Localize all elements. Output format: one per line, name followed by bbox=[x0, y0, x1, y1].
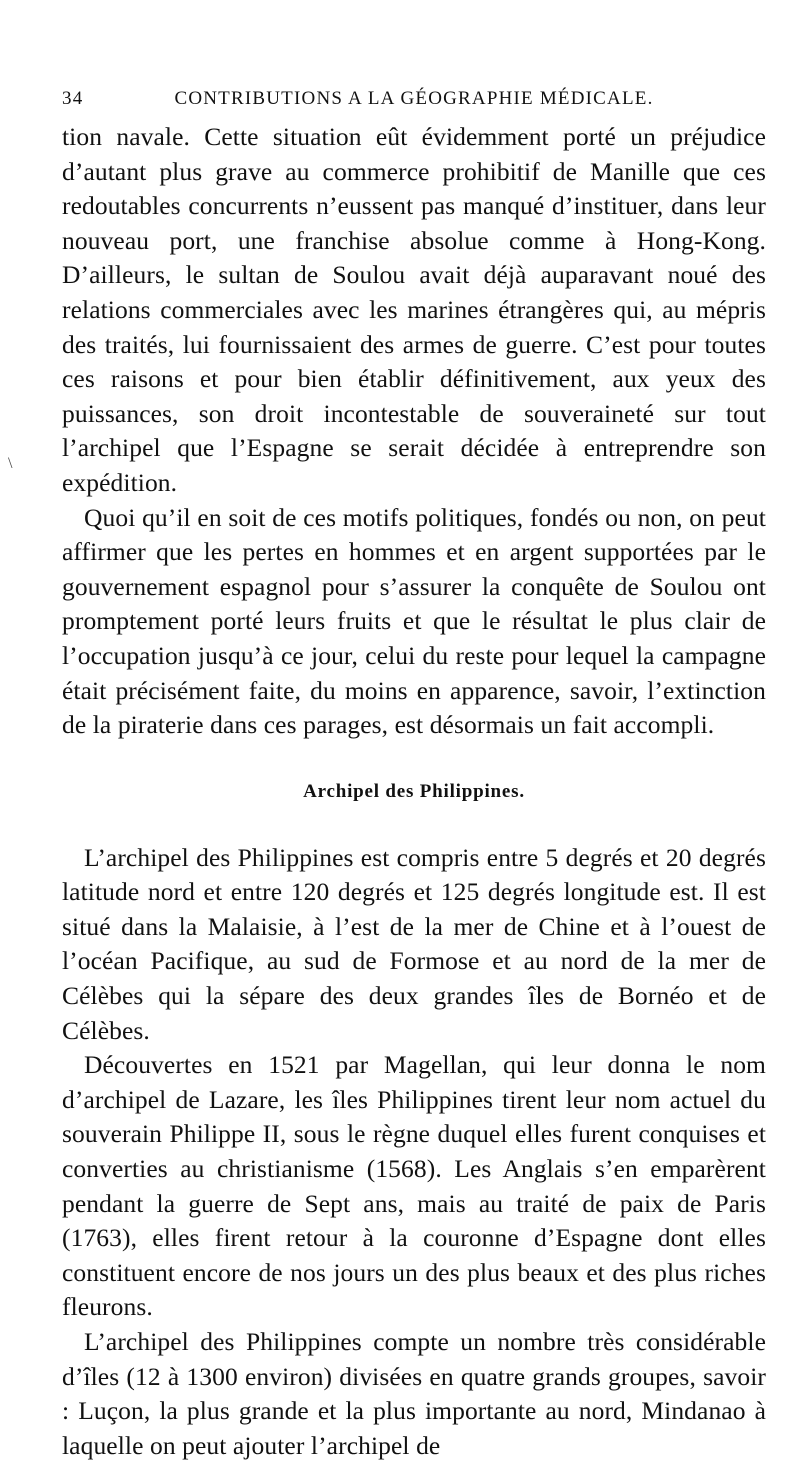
paragraph: L’archipel des Philippines compte un nombre très considérable d’îles (12 à 1300 environ) divisées en quatre grands groupes, savoir : Luçon, la plus grande et la plus importante au nord, Mindanao à laquelle on peut ajouter l’archipel de bbox=[62, 1327, 766, 1460]
section-heading: Archipel des Philippines. bbox=[303, 780, 525, 802]
paragraph: Découvertes en 1521 par Magellan, qui leur donna le nom d’archipel de Lazare, les îles Philippines tirent leur nom actuel du souverain Philippe II, sous le règne duquel elles furent conquises et converties au christianisme (1568). Les Anglais s’en emparèrent pendant la guerre de Sept ans, mais au traité de paix de Paris (1763), elles firent retour à la couronne d’Espagne dont elles constituent encore de nos jours un des plus beaux et des plus riches fleurons. bbox=[62, 1050, 766, 1322]
margin-mark: \ bbox=[8, 455, 13, 472]
page-number: 34 bbox=[62, 88, 84, 109]
paragraph: L’archipel des Philippines est compris entre 5 degrés et 20 degrés latitude nord et entre 120 degrés et 125 degrés longitude est. Il est situé dans la Malaisie, à l’est de la mer de Chine et à l’ouest de l’océan Pacifique, au sud de Formose et au nord de la mer de Célèbes qui la sépare des deux grandes îles de Bornéo et de Célèbes. bbox=[62, 842, 766, 1045]
body-text bbox=[62, 120, 766, 1463]
paragraph-continued: tion navale. Cette situation eût évidemment porté un préjudice d’autant plus grave au commerce prohibitif de Manille que ces redoutables concurrents n’eussent pas manqué d’instituer, dans leur nouveau port, une franchise absolue comme à Hong-Kong. D’ailleurs, le sultan de Soulou avait déjà auparavant noué des relations commerciales avec les marines étrangères qui, au mépris des traités, lui fournissaient des armes de guerre. C’est pour toutes ces raisons et pour bien établir définitivement, aux yeux des puissances, son droit incontestable de souveraineté sur tout l’archipel que l’Espagne se serait décidée à entreprendre son expédition. bbox=[62, 122, 766, 497]
paragraph: Quoi qu’il en soit de ces motifs politiques, fondés ou non, on peut affirmer que les pertes en hommes et en argent supportées par le gouvernement espagnol pour s’assurer la conquête de Soulou ont promptement porté leurs fruits et que le résultat le plus clair de l’occupation jusqu’à ce jour, celui du reste pour lequel la campagne était précisément faite, du moins en apparence, savoir, l’extinction de la piraterie dans ces parages, est désormais un fait accompli. bbox=[62, 502, 766, 740]
running-head bbox=[62, 88, 766, 120]
running-head-title: CONTRIBUTIONS A LA GÉOGRAPHIE MÉDICALE. bbox=[174, 88, 654, 109]
book-page bbox=[62, 88, 766, 1463]
